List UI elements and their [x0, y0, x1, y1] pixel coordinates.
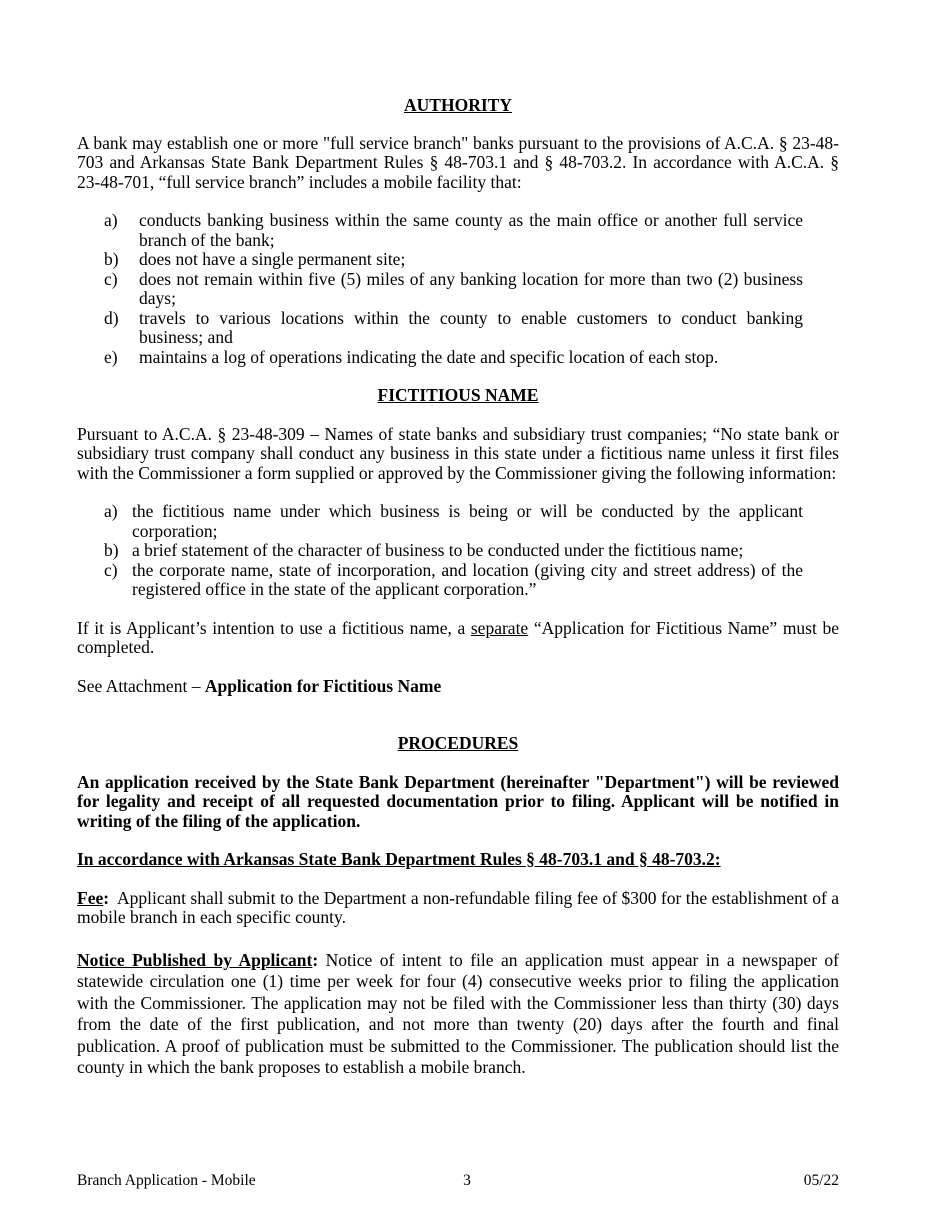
list-marker: b) — [104, 540, 119, 560]
document-page — [77, 95, 844, 1079]
fee-paragraph — [77, 887, 844, 928]
procedures-intro: An application received by the State Bank Department (hereinafter "Department") will be reviewed for legality and receipt of all requested documentation prior to filing. Applicant will be notified in writing of the filing of the application. — [77, 771, 839, 831]
page-footer — [77, 1171, 839, 1191]
list-item-text: conducts banking business within the same county as the main office or another full service branch of the bank; — [139, 210, 803, 250]
fee-colon: : — [103, 887, 110, 908]
list-marker: c) — [104, 268, 118, 289]
list-marker: a) — [104, 210, 118, 230]
fictitious-intention-paragraph — [77, 619, 839, 658]
fee-text: Applicant shall submit to the Department a non-refundable filing fee of $300 for the establishment of a mobile branch in each specific county. — [77, 887, 844, 927]
list-marker: e) — [104, 346, 118, 367]
list-item-text: a brief statement of the character of business to be conducted under the fictitious name; — [132, 540, 744, 560]
rules-heading: In accordance with Arkansas State Bank Department Rules § 48-703.1 and § 48-703.2: — [77, 849, 721, 869]
list-item-text: the fictitious name under which business is being or will be conducted by the applicant corporation; — [132, 501, 803, 541]
fictitious-list — [77, 502, 839, 600]
notice-colon: : — [312, 949, 319, 970]
fictitious-intro: Pursuant to A.C.A. § 23-48-309 – Names of state banks and subsidiary trust companies; “No state bank or subsidiary trust company shall conduct any business in this state under a fictitious name unless it first files with the Commissioner a form supplied or approved by the Commissioner giving the following information: — [77, 423, 839, 483]
footer-document-title: Branch Application - Mobile — [77, 1172, 256, 1189]
separate-emphasis: separate — [470, 617, 529, 638]
notice-text: Notice of intent to file an application must appear in a newspaper of statewide circulation one (1) time per week for four (4) consecutive weeks prior to filing the application with the Commissioner. The application may not be filed with the Commissioner less than thirty (30) days from the date of the first publication, and not more than twenty (20) days after the fourth and final publication. A proof of publication must be submitted to the Commissioner. The publication should list the county in which the bank proposes to establish a mobile branch. — [77, 949, 839, 1077]
list-marker: c) — [104, 559, 118, 580]
list-marker: a) — [104, 501, 118, 521]
list-marker: b) — [104, 249, 119, 269]
fictitious-name-heading: FICTITIOUS NAME — [377, 385, 539, 405]
list-item-text: travels to various locations within the county to enable customers to conduct banking business; and — [139, 307, 803, 347]
list-item — [77, 250, 839, 270]
authority-intro: A bank may establish one or more "full service branch" banks pursuant to the provisions of A.C.A. § 23-48-703 and Arkansas State Bank Department Rules § 48-703.1 and § 48-703.2. In accordance with A.C.A. § 23-48-701, “full service branch” includes a mobile facility that: — [77, 132, 839, 192]
notice-label: Notice Published by Applicant — [77, 949, 313, 970]
list-item — [77, 309, 839, 348]
procedures-heading: PROCEDURES — [397, 733, 519, 753]
list-item — [77, 270, 839, 309]
list-item-text: does not remain within five (5) miles of any banking location for more than two (2) business days; — [139, 268, 803, 308]
footer-date: 05/22 — [803, 1172, 839, 1189]
attachment-title: Application for Fictitious Name — [204, 675, 442, 696]
intention-text-end: “Application for Fictitious Name” must be completed. — [77, 617, 839, 657]
list-item-text: the corporate name, state of incorporation, and location (giving city and street address) of the registered office in the state of the applicant corporation.” — [132, 559, 803, 599]
list-item — [77, 348, 839, 368]
notice-paragraph — [77, 950, 839, 1079]
list-marker: d) — [104, 307, 119, 328]
list-item — [77, 541, 839, 561]
intention-text: If it is Applicant’s intention to use a fictitious name, a — [77, 617, 471, 638]
authority-heading: AUTHORITY — [404, 95, 512, 115]
list-item — [77, 561, 839, 600]
attachment-prefix: See Attachment – — [77, 675, 205, 696]
list-item-text: does not have a single permanent site; — [139, 249, 406, 269]
list-item-text: maintains a log of operations indicating the date and specific location of each stop. — [139, 346, 719, 367]
list-item — [77, 502, 839, 541]
authority-list — [77, 211, 839, 367]
attachment-reference — [77, 677, 839, 697]
fee-label: Fee — [77, 887, 104, 908]
footer-page-number: 3 — [463, 1172, 471, 1189]
list-item — [77, 211, 839, 250]
